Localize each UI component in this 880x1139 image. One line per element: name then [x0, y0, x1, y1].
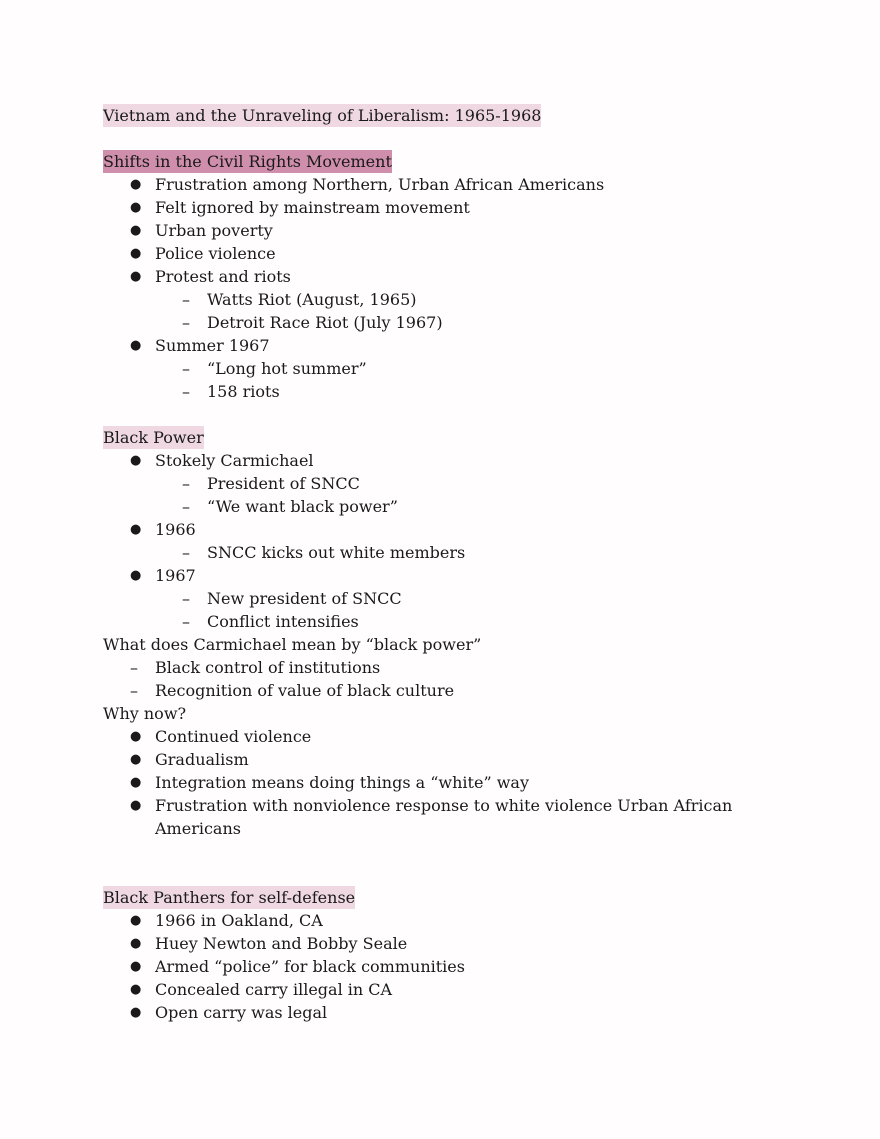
sub-list-item: Conflict intensifies	[207, 612, 359, 631]
dash-icon: –	[182, 382, 190, 401]
list-item: Concealed carry illegal in CA	[155, 980, 393, 999]
sub-list-item: Detroit Race Riot (July 1967)	[207, 313, 443, 332]
dash-icon: –	[182, 313, 190, 332]
document-title: Vietnam and the Unraveling of Liberalism: 1965-1968	[103, 106, 542, 125]
list-item: Urban poverty	[155, 221, 273, 240]
bullet-icon: ●	[130, 269, 142, 284]
bullet-icon: ●	[130, 177, 142, 192]
sub-list-item: “We want black power”	[207, 497, 398, 516]
bullet-icon: ●	[130, 798, 142, 813]
sub-list-item: 158 riots	[207, 382, 280, 401]
list-item: Protest and riots	[155, 267, 291, 286]
sub-list-item: Watts Riot (August, 1965)	[207, 290, 417, 309]
list-item: Frustration with nonviolence response to white violence Urban African	[155, 796, 733, 815]
list-item: Summer 1967	[155, 336, 270, 355]
dash-icon: –	[182, 497, 190, 516]
dash-icon: –	[182, 612, 190, 631]
list-item: Integration means doing things a “white” way	[155, 773, 529, 792]
dash-icon: –	[130, 681, 138, 700]
list-item: Gradualism	[155, 750, 249, 769]
dash-icon: –	[182, 543, 190, 562]
question-text: Why now?	[103, 704, 187, 723]
bullet-icon: ●	[130, 200, 142, 215]
dash-icon: –	[182, 589, 190, 608]
bullet-icon: ●	[130, 223, 142, 238]
bullet-icon: ●	[130, 1005, 142, 1020]
question-text: What does Carmichael mean by “black power”	[103, 635, 482, 654]
bullet-icon: ●	[130, 568, 142, 583]
list-item: Stokely Carmichael	[155, 451, 314, 470]
sub-list-item: President of SNCC	[207, 474, 360, 493]
section-heading-black-power: Black Power	[103, 428, 204, 447]
bullet-icon: ●	[130, 522, 142, 537]
list-item: Felt ignored by mainstream movement	[155, 198, 470, 217]
list-item-continuation: Americans	[155, 819, 241, 838]
list-item: 1967	[155, 566, 196, 585]
section-heading-civil-rights: Shifts in the Civil Rights Movement	[103, 152, 392, 171]
dash-icon: –	[182, 359, 190, 378]
sub-list-item: SNCC kicks out white members	[207, 543, 466, 562]
sub-list-item: “Long hot summer”	[207, 359, 367, 378]
dash-icon: –	[182, 474, 190, 493]
sub-list-item: New president of SNCC	[207, 589, 402, 608]
bullet-icon: ●	[130, 752, 142, 767]
list-item: Huey Newton and Bobby Seale	[155, 934, 408, 953]
list-item: Continued violence	[155, 727, 312, 746]
section-heading-panthers: Black Panthers for self-defense	[103, 888, 356, 907]
bullet-icon: ●	[130, 775, 142, 790]
list-item: Police violence	[155, 244, 276, 263]
bullet-icon: ●	[130, 936, 142, 951]
list-item: Open carry was legal	[155, 1003, 328, 1022]
bullet-icon: ●	[130, 913, 142, 928]
bullet-icon: ●	[130, 959, 142, 974]
bullet-icon: ●	[130, 338, 142, 353]
sub-list-item: Recognition of value of black culture	[155, 681, 455, 700]
bullet-icon: ●	[130, 453, 142, 468]
bullet-icon: ●	[130, 982, 142, 997]
dash-icon: –	[182, 290, 190, 309]
bullet-icon: ●	[130, 246, 142, 261]
list-item: 1966	[155, 520, 196, 539]
bullet-icon: ●	[130, 729, 142, 744]
sub-list-item: Black control of institutions	[155, 658, 381, 677]
list-item: Frustration among Northern, Urban African Americans	[155, 175, 605, 194]
list-item: Armed “police” for black communities	[155, 957, 465, 976]
dash-icon: –	[130, 658, 138, 677]
list-item: 1966 in Oakland, CA	[155, 911, 323, 930]
